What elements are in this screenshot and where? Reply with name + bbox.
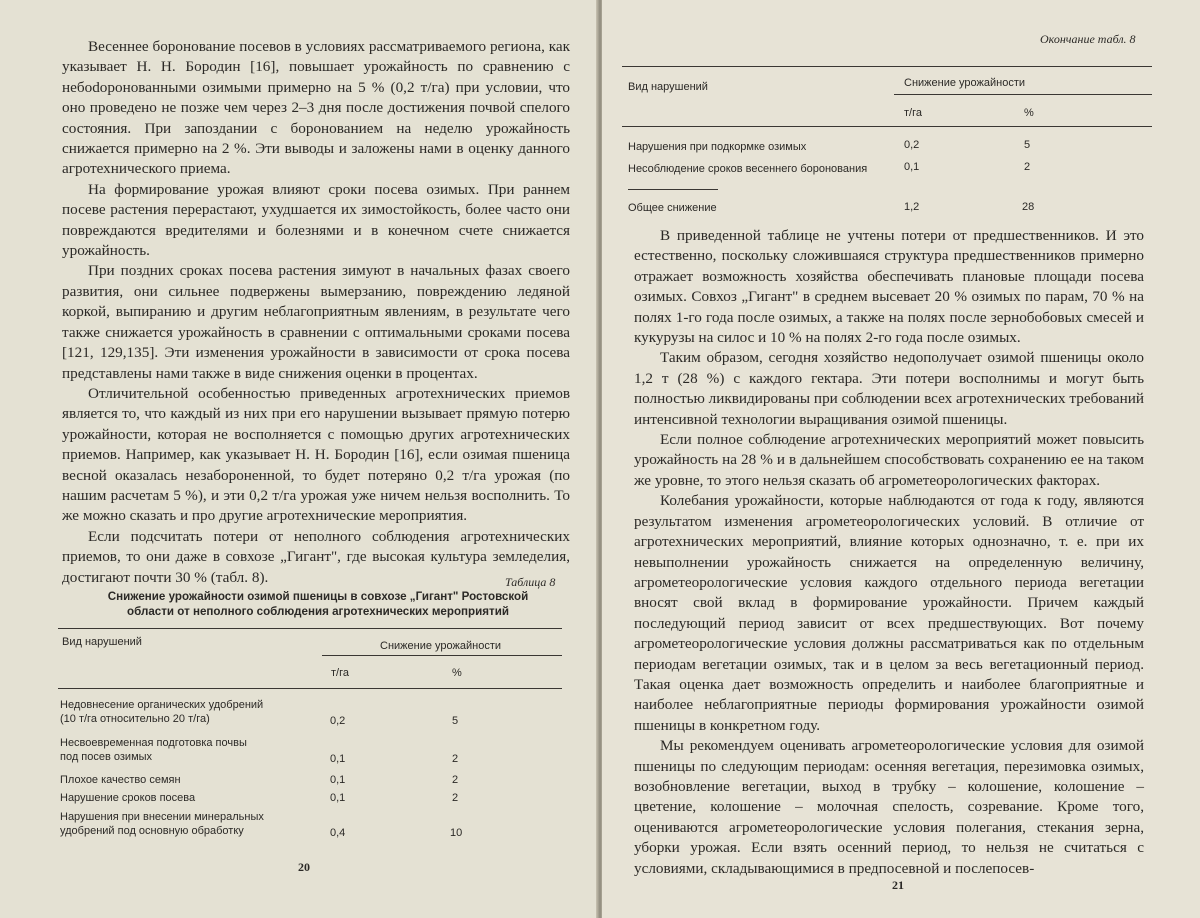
table-label: Таблица 8 (505, 575, 556, 589)
table-row-name: под посев озимых (60, 751, 153, 763)
header-reduction: Снижение урожайности (380, 640, 502, 652)
table-row-tha: 0,2 (330, 715, 346, 727)
table-row-name: Несвоевременная подготовка почвы (60, 737, 247, 749)
table-8-continued (622, 66, 1152, 216)
table-8 (58, 628, 562, 848)
right-body-text (634, 226, 1144, 879)
table-row-pct: 5 (1024, 139, 1031, 151)
header-subrule (322, 655, 562, 656)
table-row-pct: 5 (452, 715, 459, 727)
left-body-text (62, 37, 570, 588)
table-row-name: (10 т/га относительно 20 т/га) (60, 713, 210, 725)
paragraph: Колебания урожайности, которые наблюдаются от года к году, являются результатом изменения агрометеорологических условий. В отличие от агротехнических мероприятий, влияние которых однозначно, т. е. при их невыполнении урожайность снижается на определенную величину, агрометеорологические условия каждого отдельного периода вегетации вносят свой вклад в формирование урожайности. Причем каждый последующий период зависит от всех предшествующих. Вот почему агрометеорологические условия должны рассматриваться как по отдельным периодам вегетации озимых, так и в целом за весь вегетационный период. Такая оценка дает возможность определить и наиболее благоприятные и наиболее неблагоприятные периоды формирования урожайности озимой пшеницы в конкретном году. (634, 492, 1144, 734)
paragraph: Отличительной особенностью приведенных агротехнических приемов является то, что каждый из них при его нарушении вызывает прямую потерю урожайности, которая не восполняется с помощью других агротехнических приемов. Например, как указывает Н. Н. Бородин [16], если озимая пшеница весной оказалась незабороненной, то будет потеряно 0,2 т/га урожая (по нашим расчетам 5 %), и эти 0,2 т/га урожая уже ничем нельзя восполнить. То же можно сказать и про другие агротехнические мероприятия. (62, 384, 570, 525)
paragraph: Таким образом, сегодня хозяйство недополучает озимой пшеницы около 1,2 т (28 %) с каждого гектара. Эти потери восполнимы и могут быть полностью ликвидированы при соблюдении всех агротехнических требований интенсивной технологии выращивания озимой пшеницы. (634, 349, 1144, 428)
paragraph: Если подсчитать потери от неполного соблюдения агротехнических приемов, то они даже в совхозе „Гигант", где высокая культура земледелия, достигают почти 30 % (табл. 8). (62, 527, 570, 586)
header-violation: Вид нарушений (62, 636, 142, 648)
table-row-name: Нарушения при подкормке озимых (628, 141, 807, 153)
table-row-name: Нарушения при внесении минеральных (60, 811, 264, 823)
total-row-pct: 28 (1022, 201, 1035, 213)
paragraph: При поздних сроках посева растения зимуют в начальных фазах своего развития, они сильнее подвержены вымерзанию, повреждению ледяной коркой, выпиранию и другим неблагоприятным явлениям, в результате чего также снижается урожайность в сравнении с оптимальными сроками посева [121, 129,135]. Эти изменения урожайности в зависимости от срока посева представлены нами также в виде снижения оценки в процентах. (62, 262, 570, 382)
table-row-tha: 0,1 (330, 774, 346, 786)
paragraph: В приведенной таблице не учтены потери от предшественников. И это естественно, поскольку сложившаяся структура предшественников примерно отражает возможность хозяйства обеспечивать плановые площади посева озимых. Совхоз „Гигант" в среднем высевает 20 % озимых по парам, 70 % на полях 1-го года после озимых, а также на полях после зернобобовых смесей и кукурузы на силос и 10 % на полях 2-го года после озимых. (634, 227, 1144, 347)
total-row-name: Общее снижение (628, 202, 717, 214)
right-page (602, 0, 1200, 918)
header-bottom-rule (58, 688, 562, 689)
header-bottom-rule (622, 126, 1152, 127)
table-row-pct: 2 (452, 753, 459, 765)
table-row-tha: 0,2 (904, 139, 920, 151)
header-pct: % (1024, 107, 1034, 119)
table-row-pct: 10 (450, 827, 463, 839)
paragraph: Мы рекомендуем оценивать агрометеорологические условия для озимой пшеницы по следующим периодам: осенняя вегетация, перезимовка озимых, возобновление вегетации, выход в трубку – колошение, колошение – цветение, колошение – молочная спелость, созревание. Кроме того, оцениваются агрометеорологические условия полегания, стекания зерна, уборки урожая. Если взять осенний период, то нельзя не считаться с условиями, складывающимися в предпосевной и послепосев- (634, 737, 1144, 877)
table-row-name: Несоблюдение сроков весеннего боронования (628, 163, 868, 175)
total-row-tha: 1,2 (904, 201, 920, 213)
left-page (0, 0, 598, 918)
header-reduction: Снижение урожайности (904, 77, 1026, 89)
header-violation: Вид нарушений (628, 81, 708, 93)
header-pct: % (452, 667, 462, 679)
table-row-name: Плохое качество семян (60, 774, 181, 786)
table-title: Снижение урожайности озимой пшеницы в совхозе „Гигант" Ростовской области от неполного соблюдения агротехнических мероприятий (107, 590, 529, 618)
table-row-name: удобрений под основную обработку (60, 825, 244, 837)
table-row-pct: 2 (452, 774, 459, 786)
table-row-name: Нарушение сроков посева (60, 792, 196, 804)
table-row-pct: 2 (452, 792, 459, 804)
total-rule (628, 189, 718, 190)
paragraph: Весеннее боронование посевов в условиях рассматриваемого региона, как указывает Н. Н. Бородин [16], повышает урожайность по сравнению с небоdoронованными озимыми примерно на 5 % (0,2 т/га) при условии, что оно проведено не позже чем через 2–3 дня после достижения почвой спелого состояния. При запоздании с боронованием на неделю урожайность снижается примерно на 2 %. Эти выводы и заложены нами в оценку данного агротехнического приема. (62, 38, 570, 178)
paragraph: Если полное соблюдение агротехнических мероприятий может повысить урожайность на 28 % и в дальнейшем способствовать сохранению ее на таком же уровне, то этого нельзя сказать об агрометеорологических факторах. (634, 431, 1144, 489)
page-number: 21 (892, 878, 904, 892)
table-row-pct: 2 (1024, 161, 1031, 173)
table-row-tha: 0,1 (904, 161, 920, 173)
continuation-label: Окончание табл. 8 (1040, 32, 1136, 46)
page-number: 20 (298, 860, 310, 874)
table-row-tha: 0,4 (330, 827, 346, 839)
header-subrule (894, 94, 1152, 95)
header-tha: т/га (904, 107, 922, 119)
table-row-tha: 0,1 (330, 753, 346, 765)
table-row-tha: 0,1 (330, 792, 346, 804)
paragraph: На формирование урожая влияют сроки посева озимых. При раннем посеве растения перерастают, ухудшается их зимостойкость, более часто они повреждаются вредителями и болезнями и в конечном счете снижается урожайность. (62, 180, 570, 260)
table-row-name: Недовнесение органических удобрений (60, 699, 264, 711)
header-tha: т/га (331, 667, 349, 679)
